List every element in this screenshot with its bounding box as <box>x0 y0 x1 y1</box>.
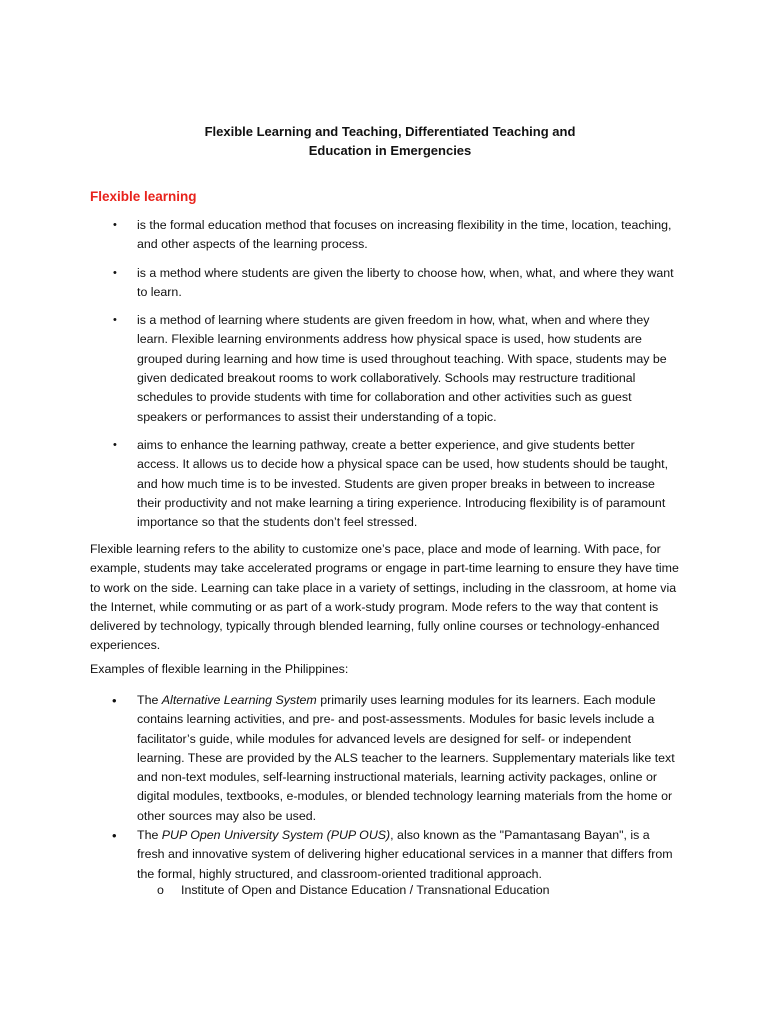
list-item <box>90 691 680 826</box>
examples-list <box>90 691 680 884</box>
bullet-marker: • <box>113 314 117 327</box>
list-item-text: aims to enhance the learning pathway, create a better experience, and give students better access. It allows us to decide how a physical space can be used, how students should be taught, and how much time is to be invested. Students are given proper breaks in between to increase their productivity and not make learning a tiring experience. Introducing flexibility is of paramount importance so that the students don’t feel stressed. <box>137 437 669 530</box>
example-prefix: The <box>137 828 162 843</box>
bullet-marker: • <box>112 693 117 708</box>
list-item <box>90 311 680 427</box>
bullet-marker: • <box>113 438 117 451</box>
section-heading: Flexible learning <box>90 189 197 204</box>
document-title <box>90 122 690 160</box>
list-item <box>90 216 680 255</box>
list-item-text: is the formal education method that focuses on increasing flexibility in the time, location, teaching, and other aspects of the learning process. <box>137 218 672 252</box>
example-description: primarily uses learning modules for its learners. Each module contains learning activities, and pre- and post-assessments. Modules for basic levels include a facilitator’s guide, while modules for advanced levels are designed for self- or independent learning. These are provided by the ALS teacher to the learners. Supplementary materials like text and non-text modules, self-learning instructional materials, learning activity packages, online or digital modules, textbooks, e-modules, or blended technology learning materials from the home or other sources may also be used. <box>137 693 675 823</box>
bullet-marker: • <box>113 266 117 279</box>
bullet-marker: • <box>112 828 117 844</box>
body-paragraph: Flexible learning refers to the ability to customize one’s pace, place and mode of learning. With pace, for example, students may take accelerated programs or engage in part-time learning to ensure they have time to work on the side. Learning can take place in a variety of settings, including in the classroom, at home via the Internet, while commuting or as part of a work-study program. Mode refers to the way that content is delivered by technology, typically through blended learning, fully online courses or technology-enhanced experiences. <box>90 542 679 653</box>
sub-bullet-marker: o <box>157 883 164 897</box>
definition-list <box>90 216 680 541</box>
list-item <box>90 436 680 532</box>
example-description: , also known as the "Pamantasang Bayan", is a fresh and innovative system of delivering higher educational services in a manner that differs from the formal, highly structured, and classroom-oriented traditional approach. <box>137 828 673 881</box>
example-system-name: Alternative Learning System <box>161 693 317 707</box>
example-system-name: PUP Open University System (PUP OUS) <box>161 828 391 843</box>
list-item-text: is a method where students are given the liberty to choose how, when, what, and where they want to learn. <box>137 265 674 299</box>
examples-heading: Examples of flexible learning in the Philippines: <box>90 662 349 676</box>
bullet-marker: • <box>113 219 117 231</box>
title-line-1: Flexible Learning and Teaching, Differentiated Teaching and <box>204 124 576 139</box>
example-prefix: The <box>137 693 162 707</box>
sub-list-item-text: Institute of Open and Distance Education / Transnational Education <box>181 883 550 897</box>
list-item <box>90 826 680 884</box>
list-item <box>90 264 680 303</box>
list-item-text: is a method of learning where students are given freedom in how, what, when and where they learn. Flexible learning environments address how physical space is used, how students are grouped during learning and how time is used throughout teaching. With space, students may be given dedicated breakout rooms to work collaboratively. Schools may restructure traditional schedules to provide students with time for collaboration and other activities such as guest speakers or performances to assist their understanding of a topic. <box>137 313 667 424</box>
title-line-2: Education in Emergencies <box>308 143 472 158</box>
